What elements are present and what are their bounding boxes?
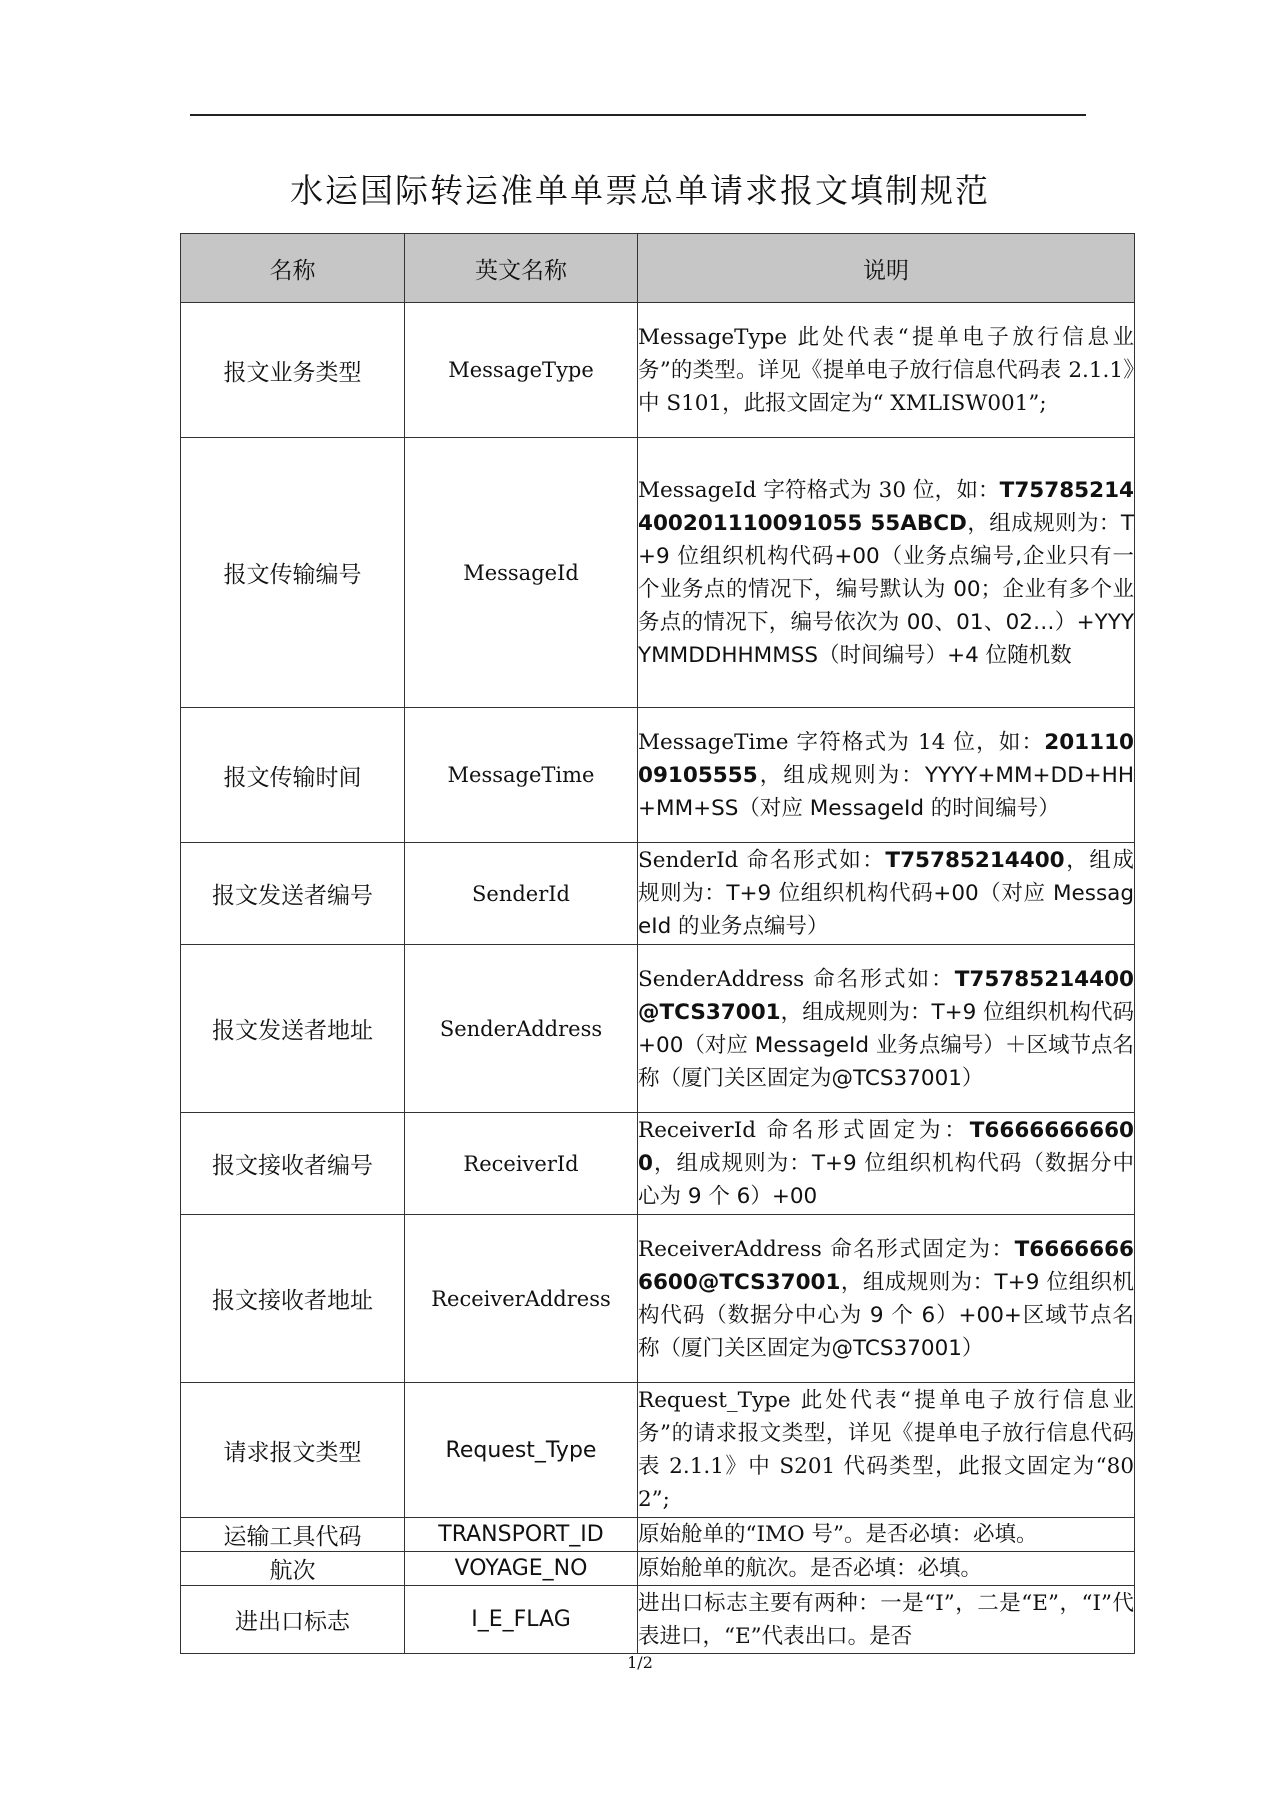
desc-text: Request_Type 此处代表“提单电子放行信息业务”的请求报文类型，详见《提单电子放行信息代码表 2.1.1》中 S201 代码类型，此报文固定为“802”; [638,1388,1134,1512]
field-english-name: Request_Type [405,1383,638,1518]
header-description: 说明 [638,234,1135,303]
field-name: 报文发送者编号 [181,843,405,945]
field-description [638,1113,1135,1215]
document-title: 水运国际转运准单单票总单请求报文填制规范 [290,171,990,210]
desc-text: ，组成规则为：T+9 位组织机构代码+00（对应 MessageId 的业务点编号） [638,848,1134,939]
field-english-name: MessageType [405,303,638,438]
header-english-name: 英文名称 [405,234,638,303]
desc-text: ，组成规则为：T+9 位组织机构代码（数据分中心为 9 个 6）+00+区域节点名称（厦门关区固定为@TCS37001） [638,1269,1134,1361]
table-row [181,1113,1135,1215]
field-description [638,303,1135,438]
desc-text: MessageTime 字符格式为 14 位，如： [638,729,1045,755]
desc-text: 进出口标志主要有两种：一是“I”，二是“E”，“I”代表进口，“E”代表出口。是否 [638,1590,1134,1649]
desc-text: MessageType 此处代表“提单电子放行信息业务”的类型。详见《提单电子放行信息代码表 2.1.1》中 S101，此报文固定为“ XMLISW001”; [638,324,1134,416]
field-english-name: SenderAddress [405,945,638,1113]
table-row [181,438,1135,708]
field-name: 请求报文类型 [181,1383,405,1518]
field-name: 报文传输时间 [181,708,405,843]
field-description [638,438,1135,708]
field-name: 航次 [181,1552,405,1586]
desc-text: ，组成规则为：T+9 位组织机构代码+00（业务点编号,企业只有一个业务点的情况下，编号默认为 00；企业有多个业务点的情况下，编号依次为 00、01、02…）+YYYYMMDDHHMMSS（时间编号）+4 位随机数 [638,510,1134,668]
table-row [181,843,1135,945]
field-english-name: ReceiverId [405,1113,638,1215]
field-description [638,1518,1135,1552]
field-english-name: MessageId [405,438,638,708]
field-english-name: I_E_FLAG [405,1586,638,1654]
desc-text: ，组成规则为：T+9 位组织机构代码+00（对应 MessageId 业务点编号）＋区域节点名称（厦门关区固定为@TCS37001） [638,999,1134,1091]
field-name: 报文发送者地址 [181,945,405,1113]
field-description [638,1552,1135,1586]
desc-example: T75785214400 [885,848,1065,873]
desc-text: SenderId 命名形式如： [638,848,886,873]
table-row [181,1215,1135,1383]
desc-text: SenderAddress 命名形式如： [638,966,955,992]
field-description [638,1383,1135,1518]
header-rule [190,114,1086,116]
desc-text: 原始舱单的航次。是否必填：必填。 [638,1556,983,1581]
table-row [181,1586,1135,1654]
spec-table [180,233,1135,1654]
field-description [638,945,1135,1113]
desc-example: T75785214400@TCS37001 [638,966,1134,1025]
desc-text: 原始舱单的“IMO 号”。是否必填：必填。 [638,1522,1038,1547]
desc-text: ，组成规则为：T+9 位组织机构代码（数据分中心为 9 个 6）+00 [638,1151,1134,1209]
field-english-name: ReceiverAddress [405,1215,638,1383]
table-row [181,303,1135,438]
field-name: 进出口标志 [181,1586,405,1654]
field-english-name: SenderId [405,843,638,945]
desc-example: T66666666600@TCS37001 [638,1236,1134,1295]
field-name: 报文传输编号 [181,438,405,708]
desc-text: ，组成规则为：YYYY+MM+DD+HH+MM+SS（对应 MessageId 的时间编号） [638,762,1134,821]
table-header-row [181,234,1135,303]
field-english-name: VOYAGE_NO [405,1552,638,1586]
table-row [181,1383,1135,1518]
desc-example: T75785214400201110091055 55ABCD [638,477,1134,536]
desc-example: 20111009105555 [638,729,1134,788]
field-name: 运输工具代码 [181,1518,405,1552]
table-row [181,1552,1135,1586]
field-english-name: TRANSPORT_ID [405,1518,638,1552]
desc-text: MessageId 字符格式为 30 位，如： [638,477,1000,503]
field-description [638,708,1135,843]
field-name: 报文接收者地址 [181,1215,405,1383]
field-name: 报文接收者编号 [181,1113,405,1215]
table-row [181,945,1135,1113]
desc-text: ReceiverId 命名形式固定为： [638,1118,970,1143]
desc-text: ReceiverAddress 命名形式固定为： [638,1236,1015,1262]
table-row [181,708,1135,843]
field-description [638,1586,1135,1654]
page-number: 1/2 [627,1653,653,1672]
table-row [181,1518,1135,1552]
field-name: 报文业务类型 [181,303,405,438]
field-description [638,1215,1135,1383]
field-description [638,843,1135,945]
desc-example: T66666666600 [638,1118,1134,1176]
field-english-name: MessageTime [405,708,638,843]
header-name: 名称 [181,234,405,303]
